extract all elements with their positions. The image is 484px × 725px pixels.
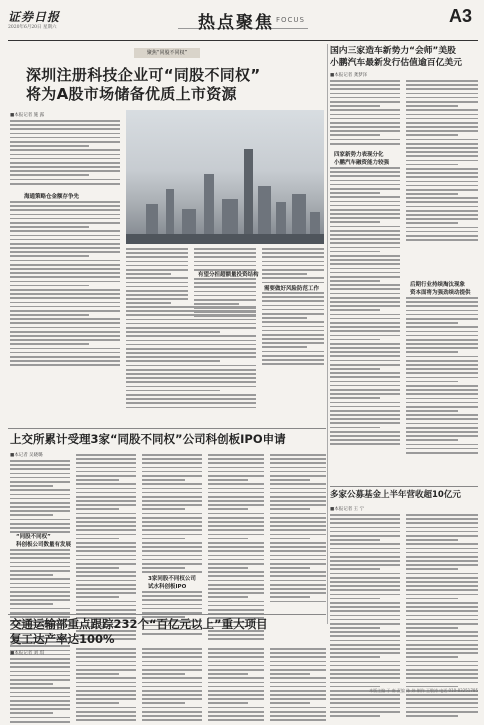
right-subhead-4: 资本面将为强劲续动提供 <box>410 290 471 296</box>
lead-kicker: 聚焦“同股不同权” <box>134 48 200 58</box>
masthead <box>8 6 478 41</box>
lead-headline-line-1: 深圳注册科技企业可“同股不同权” <box>26 66 261 84</box>
story3-body-2 <box>76 648 136 723</box>
story2-subhead-3: 3家同股不同权公司 <box>148 576 196 582</box>
story2-subhead-1: “同股不同权” <box>16 534 51 540</box>
section-title-en: FOCUS <box>276 16 305 24</box>
lead-subhead-3: 需要做好风险防范工作 <box>264 286 320 292</box>
right-story2-rule <box>330 486 478 487</box>
section-title: 热点聚焦 <box>198 13 274 33</box>
column-divider <box>327 44 328 624</box>
lead-body-2 <box>10 201 120 369</box>
story2-body-7 <box>270 454 326 605</box>
story3-body-3 <box>142 648 202 723</box>
lead-body-8 <box>126 306 256 411</box>
right-byline: ■本报记者 龚梦泽 <box>330 73 368 78</box>
story2-subhead-4: 试水科创板IPO <box>148 584 187 590</box>
story2-rule <box>8 428 326 429</box>
story2-body-1 <box>10 460 70 535</box>
story3-body-4 <box>208 648 264 723</box>
right-subhead-3: 后期行业持续淘汰现象 <box>410 282 466 288</box>
right-headline-line-2: 小鹏汽车最新发行估值逾百亿美元 <box>330 57 462 68</box>
lead-headline-line-2: 将为A股市场储备优质上市资源 <box>26 85 237 103</box>
story2-headline: 上交所累计受理3家“同股不同权”公司科创板IPO申请 <box>10 432 286 446</box>
city-skyline-photo <box>126 110 324 244</box>
right-headline-line-1: 国内三家造车新势力“会师”美股 <box>330 46 456 56</box>
right-subhead-2: 小鹏汽车融资能力较强 <box>334 160 390 166</box>
right-subhead-1: 四家新势力表现分化 <box>334 152 384 158</box>
story3-body-5 <box>270 648 326 723</box>
newspaper-logo: 证券日报 <box>8 10 61 24</box>
right-story2-byline: ■本报记者 王 宁 <box>330 507 365 512</box>
lead-subhead-2: 有望分担超额量投资结构 <box>198 272 259 278</box>
right-body-2 <box>330 167 400 448</box>
lead-headline <box>26 66 326 104</box>
lead-byline: ■本报记者 施 露 <box>10 113 45 118</box>
story2-subhead-2: 科创板公司数量有发展 <box>16 542 72 548</box>
right-story2-headline: 多家公募基金上半年营收超10亿元 <box>330 490 461 500</box>
right-body-4 <box>406 297 478 456</box>
lead-body-6 <box>262 248 324 286</box>
page-footer: 本版主编 于 南 责编 陈 炜 制作 王敬涛 电话 010-83251785 <box>369 688 478 693</box>
page-number: A3 <box>448 6 472 26</box>
lead-body-1 <box>10 120 120 187</box>
right-headline <box>330 46 478 69</box>
story3-byline: ■本报记者 刘 琪 <box>10 651 45 656</box>
lead-body-3 <box>126 248 188 311</box>
lead-subhead-1: 海通策略仓金额存争先 <box>24 194 80 200</box>
story2-body-4 <box>142 454 202 575</box>
lead-body-7 <box>262 292 324 367</box>
story3-headline-line-1: 交通运输部重点跟踪232个“百亿元以上”重大项目 <box>10 617 268 631</box>
right-body-1 <box>330 80 400 147</box>
story3-rule <box>8 614 326 615</box>
issue-date: 2020年6月20日 星期六 <box>8 25 57 30</box>
story3-headline <box>10 617 326 647</box>
story2-byline: ■本记者 吴晓璐 <box>10 453 43 458</box>
story3-headline-line-2: 复工达产率达100% <box>10 632 115 646</box>
right-body-3 <box>406 80 478 243</box>
